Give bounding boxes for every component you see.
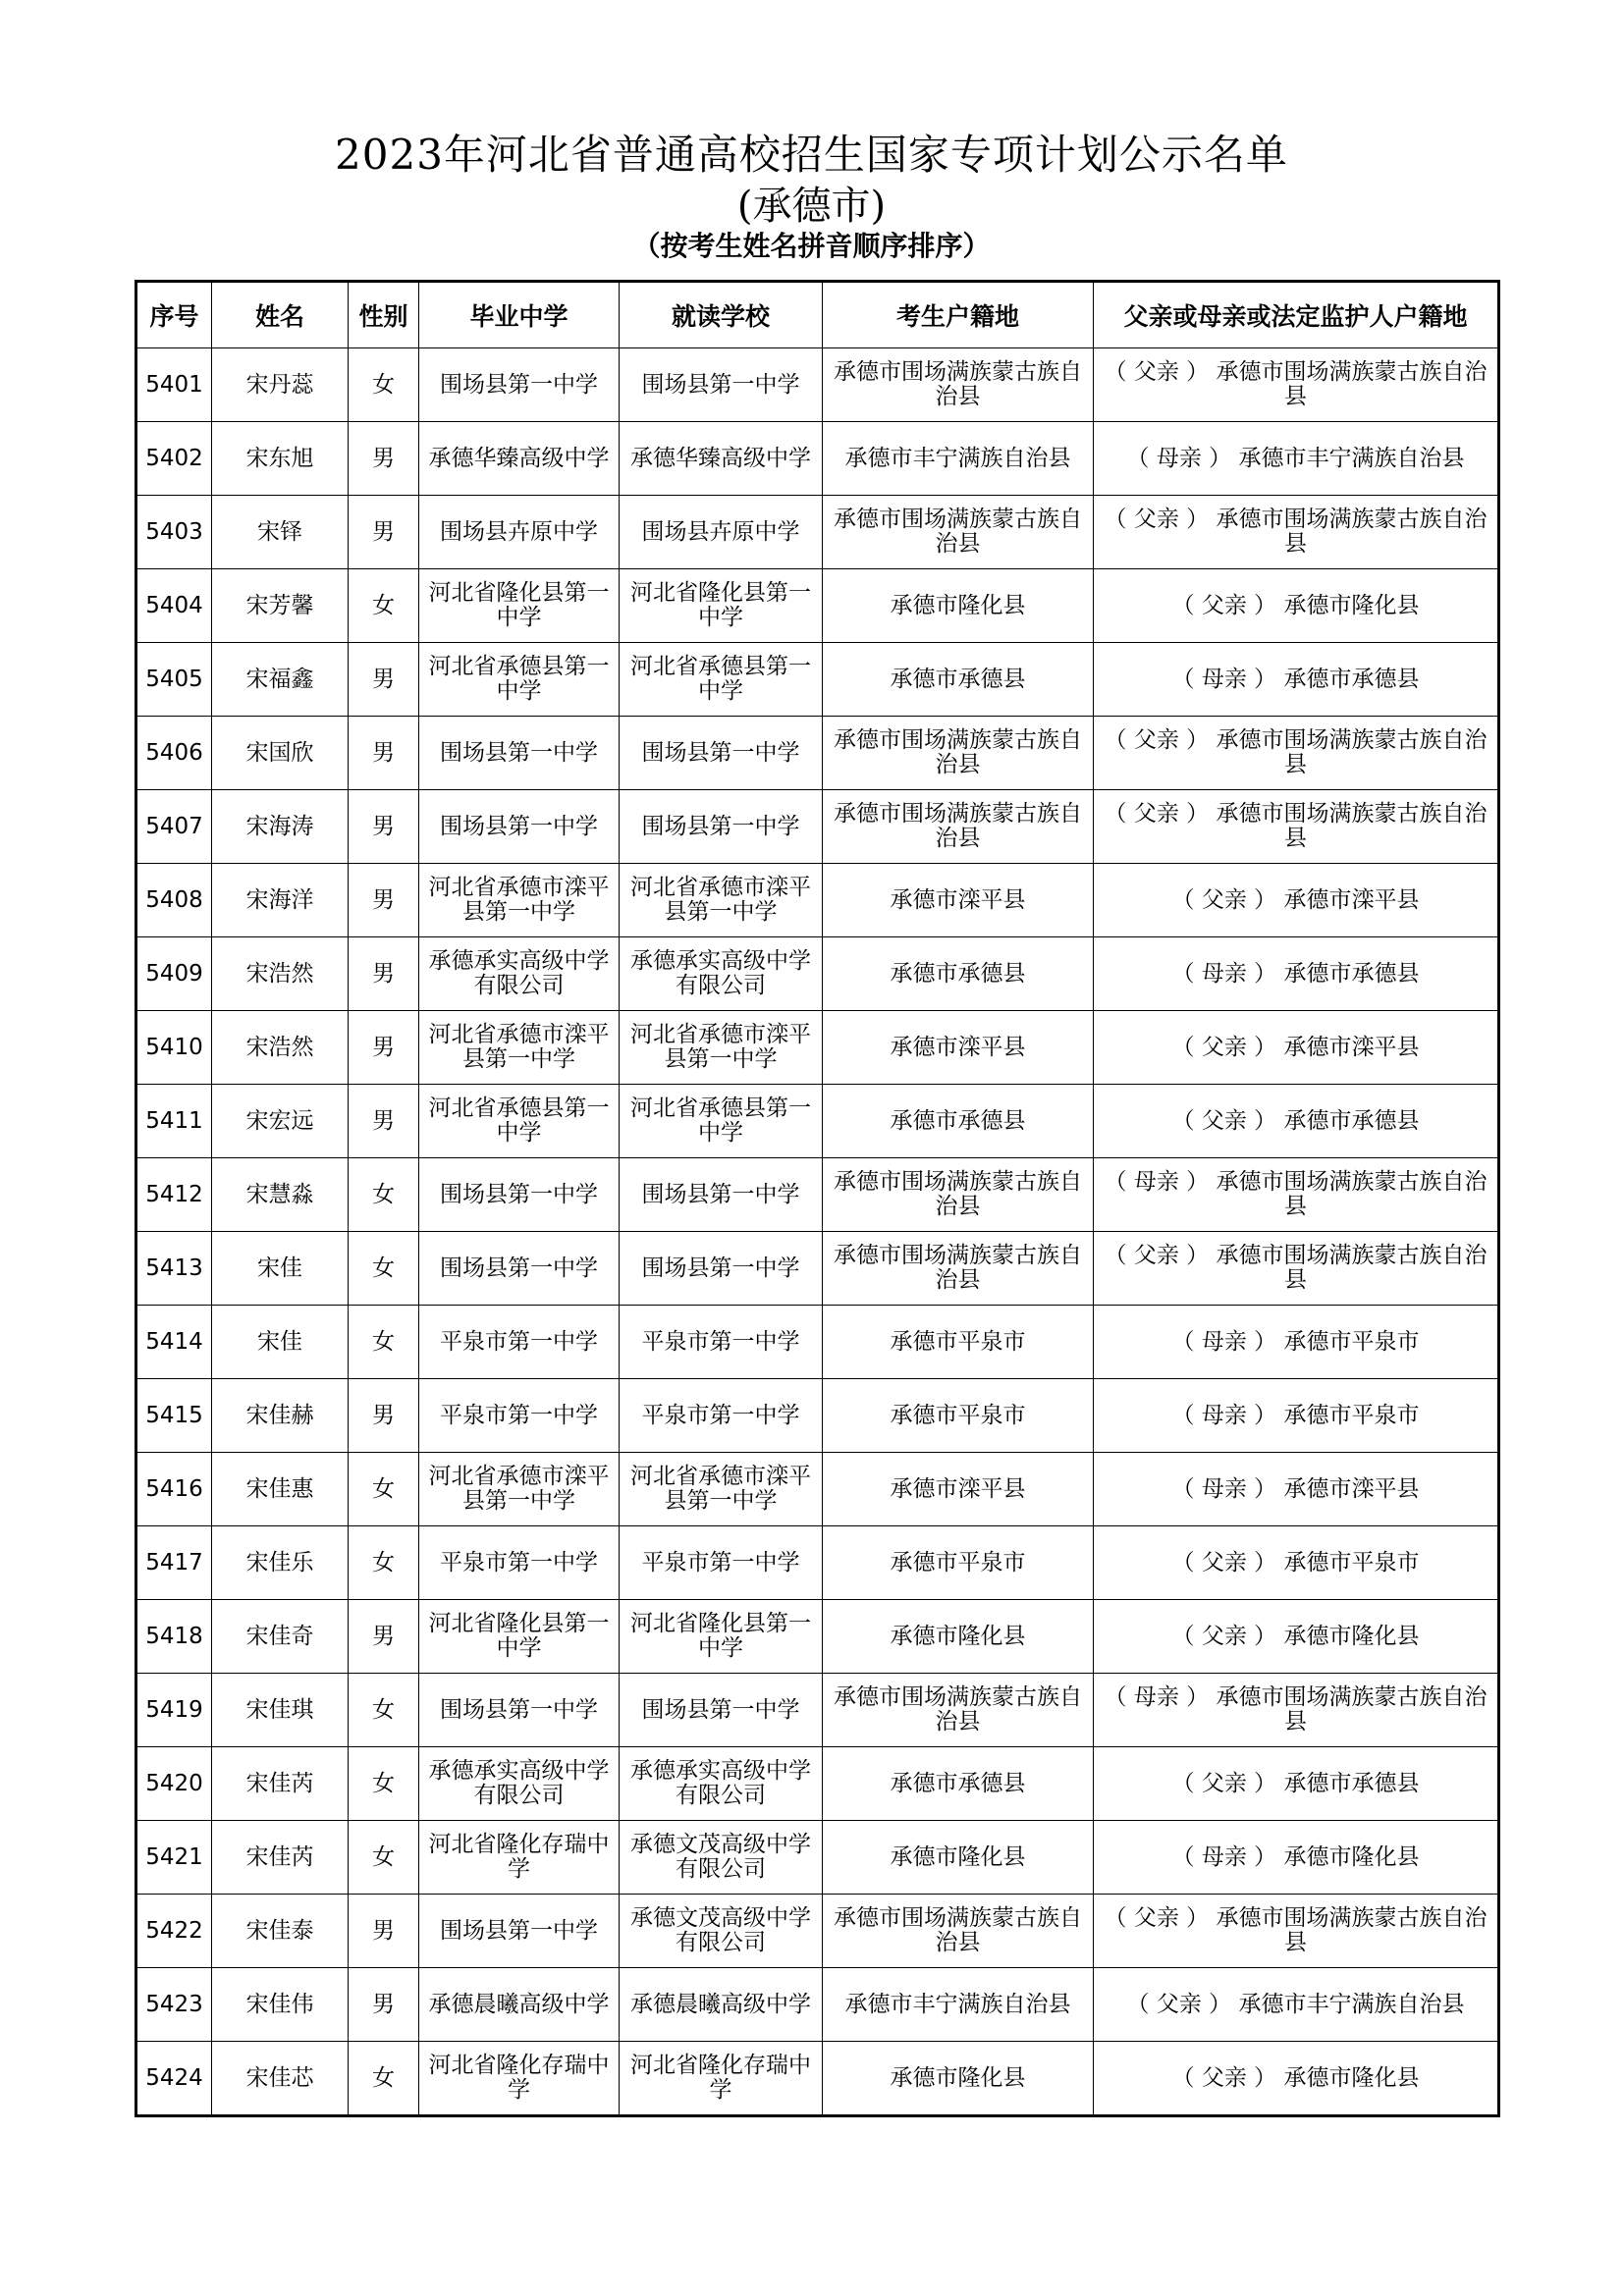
cell-name: 宋丹蕊 — [212, 348, 349, 422]
cell-current-school: 承德文茂高级中学有限公司 — [620, 1821, 823, 1895]
table-row — [137, 496, 1498, 569]
cell-guardian-household: （ 母亲 ） 承德市承德县 — [1094, 643, 1498, 717]
header-student-household: 考生户籍地 — [823, 283, 1094, 348]
header-guardian-household: 父亲或母亲或法定监护人户籍地 — [1094, 283, 1498, 348]
cell-guardian-household: （ 母亲 ） 承德市隆化县 — [1094, 1821, 1498, 1895]
cell-name: 宋海洋 — [212, 864, 349, 937]
cell-guardian-household: （ 父亲 ） 承德市隆化县 — [1094, 2042, 1498, 2115]
header-index: 序号 — [137, 283, 212, 348]
cell-student-household: 承德市围场满族蒙古族自治县 — [823, 348, 1094, 422]
cell-name: 宋佳芮 — [212, 1747, 349, 1821]
cell-gender: 女 — [349, 569, 419, 643]
cell-index: 5401 — [137, 348, 212, 422]
header-gender: 性别 — [349, 283, 419, 348]
cell-guardian-household: （ 母亲 ） 承德市平泉市 — [1094, 1306, 1498, 1379]
cell-name: 宋芳馨 — [212, 569, 349, 643]
cell-name: 宋佳 — [212, 1232, 349, 1306]
cell-index: 5422 — [137, 1895, 212, 1968]
cell-current-school: 围场县第一中学 — [620, 790, 823, 864]
cell-index: 5417 — [137, 1526, 212, 1600]
table-row — [137, 643, 1498, 717]
cell-name: 宋佳惠 — [212, 1453, 349, 1526]
cell-guardian-household: （ 父亲 ） 承德市平泉市 — [1094, 1526, 1498, 1600]
cell-student-household: 承德市滦平县 — [823, 1453, 1094, 1526]
cell-current-school: 围场县第一中学 — [620, 348, 823, 422]
cell-guardian-household: （ 父亲 ） 承德市滦平县 — [1094, 864, 1498, 937]
cell-student-household: 承德市围场满族蒙古族自治县 — [823, 1674, 1094, 1747]
cell-student-household: 承德市承德县 — [823, 1085, 1094, 1158]
cell-guardian-household: （ 母亲 ） 承德市承德县 — [1094, 937, 1498, 1011]
cell-gender: 女 — [349, 1747, 419, 1821]
cell-current-school: 围场县第一中学 — [620, 717, 823, 790]
cell-guardian-household: （ 母亲 ） 承德市滦平县 — [1094, 1453, 1498, 1526]
cell-guardian-household: （ 父亲 ） 承德市围场满族蒙古族自治县 — [1094, 1232, 1498, 1306]
cell-guardian-household: （ 父亲 ） 承德市隆化县 — [1094, 569, 1498, 643]
cell-gender: 男 — [349, 496, 419, 569]
cell-index: 5415 — [137, 1379, 212, 1453]
roster-table — [136, 282, 1498, 2115]
cell-gender: 男 — [349, 1379, 419, 1453]
cell-current-school: 围场县卉原中学 — [620, 496, 823, 569]
cell-student-household: 承德市隆化县 — [823, 1600, 1094, 1674]
cell-guardian-household: （ 父亲 ） 承德市围场满族蒙古族自治县 — [1094, 348, 1498, 422]
table-row — [137, 569, 1498, 643]
cell-current-school: 河北省承德县第一中学 — [620, 1085, 823, 1158]
cell-guardian-household: （ 母亲 ） 承德市丰宁满族自治县 — [1094, 422, 1498, 496]
cell-guardian-household: （ 父亲 ） 承德市围场满族蒙古族自治县 — [1094, 1895, 1498, 1968]
table-row — [137, 1526, 1498, 1600]
cell-index: 5413 — [137, 1232, 212, 1306]
cell-name: 宋国欣 — [212, 717, 349, 790]
cell-gender: 男 — [349, 1895, 419, 1968]
cell-gender: 男 — [349, 1600, 419, 1674]
cell-name: 宋铎 — [212, 496, 349, 569]
cell-current-school: 围场县第一中学 — [620, 1232, 823, 1306]
cell-name: 宋佳乐 — [212, 1526, 349, 1600]
cell-index: 5402 — [137, 422, 212, 496]
cell-graduation-school: 河北省承德县第一中学 — [419, 1085, 620, 1158]
cell-gender: 男 — [349, 1085, 419, 1158]
cell-current-school: 河北省承德市滦平县第一中学 — [620, 864, 823, 937]
cell-gender: 女 — [349, 1306, 419, 1379]
cell-index: 5405 — [137, 643, 212, 717]
cell-student-household: 承德市丰宁满族自治县 — [823, 1968, 1094, 2042]
cell-index: 5403 — [137, 496, 212, 569]
cell-gender: 女 — [349, 348, 419, 422]
cell-current-school: 河北省承德市滦平县第一中学 — [620, 1453, 823, 1526]
sort-note: （按考生姓名拼音顺序排序） — [632, 230, 991, 262]
table-row — [137, 1674, 1498, 1747]
cell-graduation-school: 围场县第一中学 — [419, 348, 620, 422]
cell-student-household: 承德市隆化县 — [823, 2042, 1094, 2115]
cell-current-school: 围场县第一中学 — [620, 1674, 823, 1747]
cell-student-household: 承德市隆化县 — [823, 569, 1094, 643]
cell-graduation-school: 河北省隆化存瑞中学 — [419, 1821, 620, 1895]
cell-guardian-household: （ 父亲 ） 承德市滦平县 — [1094, 1011, 1498, 1085]
cell-graduation-school: 河北省隆化县第一中学 — [419, 1600, 620, 1674]
cell-student-household: 承德市平泉市 — [823, 1379, 1094, 1453]
cell-graduation-school: 河北省承德县第一中学 — [419, 643, 620, 717]
cell-name: 宋宏远 — [212, 1085, 349, 1158]
cell-current-school: 平泉市第一中学 — [620, 1379, 823, 1453]
table-row — [137, 790, 1498, 864]
cell-gender: 男 — [349, 937, 419, 1011]
cell-graduation-school: 平泉市第一中学 — [419, 1379, 620, 1453]
cell-gender: 女 — [349, 2042, 419, 2115]
cell-graduation-school: 围场县卉原中学 — [419, 496, 620, 569]
cell-current-school: 承德文茂高级中学有限公司 — [620, 1895, 823, 1968]
cell-index: 5406 — [137, 717, 212, 790]
cell-graduation-school: 围场县第一中学 — [419, 1895, 620, 1968]
cell-graduation-school: 围场县第一中学 — [419, 1232, 620, 1306]
cell-current-school: 承德华臻高级中学 — [620, 422, 823, 496]
table-row — [137, 1821, 1498, 1895]
cell-graduation-school: 河北省承德市滦平县第一中学 — [419, 1453, 620, 1526]
cell-student-household: 承德市围场满族蒙古族自治县 — [823, 1232, 1094, 1306]
cell-gender: 女 — [349, 1674, 419, 1747]
cell-student-household: 承德市承德县 — [823, 937, 1094, 1011]
table-row — [137, 1895, 1498, 1968]
table-row — [137, 1085, 1498, 1158]
cell-guardian-household: （ 父亲 ） 承德市承德县 — [1094, 1747, 1498, 1821]
cell-name: 宋佳奇 — [212, 1600, 349, 1674]
table-row — [137, 348, 1498, 422]
cell-graduation-school: 围场县第一中学 — [419, 717, 620, 790]
table-row — [137, 1232, 1498, 1306]
roster-body — [137, 348, 1498, 2115]
table-row — [137, 1968, 1498, 2042]
cell-current-school: 承德承实高级中学有限公司 — [620, 1747, 823, 1821]
cell-gender: 男 — [349, 1968, 419, 2042]
cell-name: 宋佳泰 — [212, 1895, 349, 1968]
cell-graduation-school: 平泉市第一中学 — [419, 1306, 620, 1379]
table-row — [137, 422, 1498, 496]
cell-student-household: 承德市承德县 — [823, 1747, 1094, 1821]
table-row — [137, 1379, 1498, 1453]
cell-current-school: 围场县第一中学 — [620, 1158, 823, 1232]
cell-graduation-school: 围场县第一中学 — [419, 1674, 620, 1747]
cell-gender: 男 — [349, 790, 419, 864]
cell-index: 5414 — [137, 1306, 212, 1379]
cell-graduation-school: 河北省承德市滦平县第一中学 — [419, 864, 620, 937]
cell-index: 5424 — [137, 2042, 212, 2115]
cell-gender: 女 — [349, 1526, 419, 1600]
cell-student-household: 承德市平泉市 — [823, 1526, 1094, 1600]
cell-student-household: 承德市隆化县 — [823, 1821, 1094, 1895]
cell-guardian-household: （ 母亲 ） 承德市平泉市 — [1094, 1379, 1498, 1453]
cell-index: 5418 — [137, 1600, 212, 1674]
cell-index: 5412 — [137, 1158, 212, 1232]
cell-student-household: 承德市围场满族蒙古族自治县 — [823, 496, 1094, 569]
cell-graduation-school: 河北省隆化存瑞中学 — [419, 2042, 620, 2115]
table-row — [137, 717, 1498, 790]
cell-index: 5408 — [137, 864, 212, 937]
document-title: 2023年河北省普通高校招生国家专项计划公示名单 — [335, 131, 1288, 179]
cell-graduation-school: 承德承实高级中学有限公司 — [419, 1747, 620, 1821]
cell-index: 5409 — [137, 937, 212, 1011]
cell-index: 5407 — [137, 790, 212, 864]
header-current-school: 就读学校 — [620, 283, 823, 348]
cell-current-school: 平泉市第一中学 — [620, 1526, 823, 1600]
cell-guardian-household: （ 母亲 ） 承德市围场满族蒙古族自治县 — [1094, 1674, 1498, 1747]
table-row — [137, 1600, 1498, 1674]
cell-name: 宋佳琪 — [212, 1674, 349, 1747]
cell-name: 宋佳 — [212, 1306, 349, 1379]
cell-gender: 男 — [349, 422, 419, 496]
cell-graduation-school: 承德晨曦高级中学 — [419, 1968, 620, 2042]
cell-graduation-school: 围场县第一中学 — [419, 790, 620, 864]
cell-name: 宋佳伟 — [212, 1968, 349, 2042]
cell-guardian-household: （ 父亲 ） 承德市围场满族蒙古族自治县 — [1094, 790, 1498, 864]
cell-index: 5404 — [137, 569, 212, 643]
cell-student-household: 承德市围场满族蒙古族自治县 — [823, 790, 1094, 864]
cell-name: 宋佳赫 — [212, 1379, 349, 1453]
cell-name: 宋浩然 — [212, 1011, 349, 1085]
cell-name: 宋福鑫 — [212, 643, 349, 717]
cell-current-school: 承德晨曦高级中学 — [620, 1968, 823, 2042]
cell-guardian-household: （ 母亲 ） 承德市围场满族蒙古族自治县 — [1094, 1158, 1498, 1232]
cell-gender: 女 — [349, 1453, 419, 1526]
cell-student-household: 承德市滦平县 — [823, 864, 1094, 937]
cell-graduation-school: 河北省承德市滦平县第一中学 — [419, 1011, 620, 1085]
cell-guardian-household: （ 父亲 ） 承德市围场满族蒙古族自治县 — [1094, 496, 1498, 569]
cell-student-household: 承德市平泉市 — [823, 1306, 1094, 1379]
cell-index: 5419 — [137, 1674, 212, 1747]
cell-gender: 男 — [349, 1011, 419, 1085]
cell-guardian-household: （ 父亲 ） 承德市围场满族蒙古族自治县 — [1094, 717, 1498, 790]
cell-index: 5421 — [137, 1821, 212, 1895]
cell-guardian-household: （ 父亲 ） 承德市承德县 — [1094, 1085, 1498, 1158]
cell-current-school: 河北省隆化县第一中学 — [620, 1600, 823, 1674]
cell-current-school: 河北省隆化县第一中学 — [620, 569, 823, 643]
cell-graduation-school: 承德承实高级中学有限公司 — [419, 937, 620, 1011]
cell-index: 5423 — [137, 1968, 212, 2042]
cell-gender: 女 — [349, 1232, 419, 1306]
cell-student-household: 承德市承德县 — [823, 643, 1094, 717]
cell-graduation-school: 围场县第一中学 — [419, 1158, 620, 1232]
header-row — [137, 283, 1498, 348]
cell-name: 宋慧淼 — [212, 1158, 349, 1232]
cell-name: 宋佳芯 — [212, 2042, 349, 2115]
cell-name: 宋海涛 — [212, 790, 349, 864]
cell-gender: 女 — [349, 1158, 419, 1232]
cell-current-school: 河北省承德市滦平县第一中学 — [620, 1011, 823, 1085]
cell-student-household: 承德市丰宁满族自治县 — [823, 422, 1094, 496]
cell-name: 宋佳芮 — [212, 1821, 349, 1895]
table-row — [137, 864, 1498, 937]
table-row — [137, 1011, 1498, 1085]
document-subtitle: (承德市) — [736, 184, 887, 229]
cell-current-school: 河北省承德县第一中学 — [620, 643, 823, 717]
cell-index: 5420 — [137, 1747, 212, 1821]
table-row — [137, 1306, 1498, 1379]
table-row — [137, 1158, 1498, 1232]
cell-gender: 男 — [349, 717, 419, 790]
cell-graduation-school: 平泉市第一中学 — [419, 1526, 620, 1600]
table-row — [137, 937, 1498, 1011]
cell-guardian-household: （ 父亲 ） 承德市隆化县 — [1094, 1600, 1498, 1674]
cell-name: 宋东旭 — [212, 422, 349, 496]
cell-guardian-household: （ 父亲 ） 承德市丰宁满族自治县 — [1094, 1968, 1498, 2042]
cell-current-school: 承德承实高级中学有限公司 — [620, 937, 823, 1011]
cell-index: 5410 — [137, 1011, 212, 1085]
table-row — [137, 1453, 1498, 1526]
cell-student-household: 承德市围场满族蒙古族自治县 — [823, 717, 1094, 790]
cell-gender: 男 — [349, 643, 419, 717]
table-row — [137, 1747, 1498, 1821]
cell-current-school: 河北省隆化存瑞中学 — [620, 2042, 823, 2115]
header-graduation-school: 毕业中学 — [419, 283, 620, 348]
cell-graduation-school: 河北省隆化县第一中学 — [419, 569, 620, 643]
cell-index: 5411 — [137, 1085, 212, 1158]
cell-student-household: 承德市围场满族蒙古族自治县 — [823, 1158, 1094, 1232]
cell-student-household: 承德市围场满族蒙古族自治县 — [823, 1895, 1094, 1968]
cell-name: 宋浩然 — [212, 937, 349, 1011]
cell-graduation-school: 承德华臻高级中学 — [419, 422, 620, 496]
cell-index: 5416 — [137, 1453, 212, 1526]
cell-current-school: 平泉市第一中学 — [620, 1306, 823, 1379]
cell-gender: 男 — [349, 864, 419, 937]
cell-gender: 女 — [349, 1821, 419, 1895]
cell-student-household: 承德市滦平县 — [823, 1011, 1094, 1085]
header-name: 姓名 — [212, 283, 349, 348]
table-row — [137, 2042, 1498, 2115]
